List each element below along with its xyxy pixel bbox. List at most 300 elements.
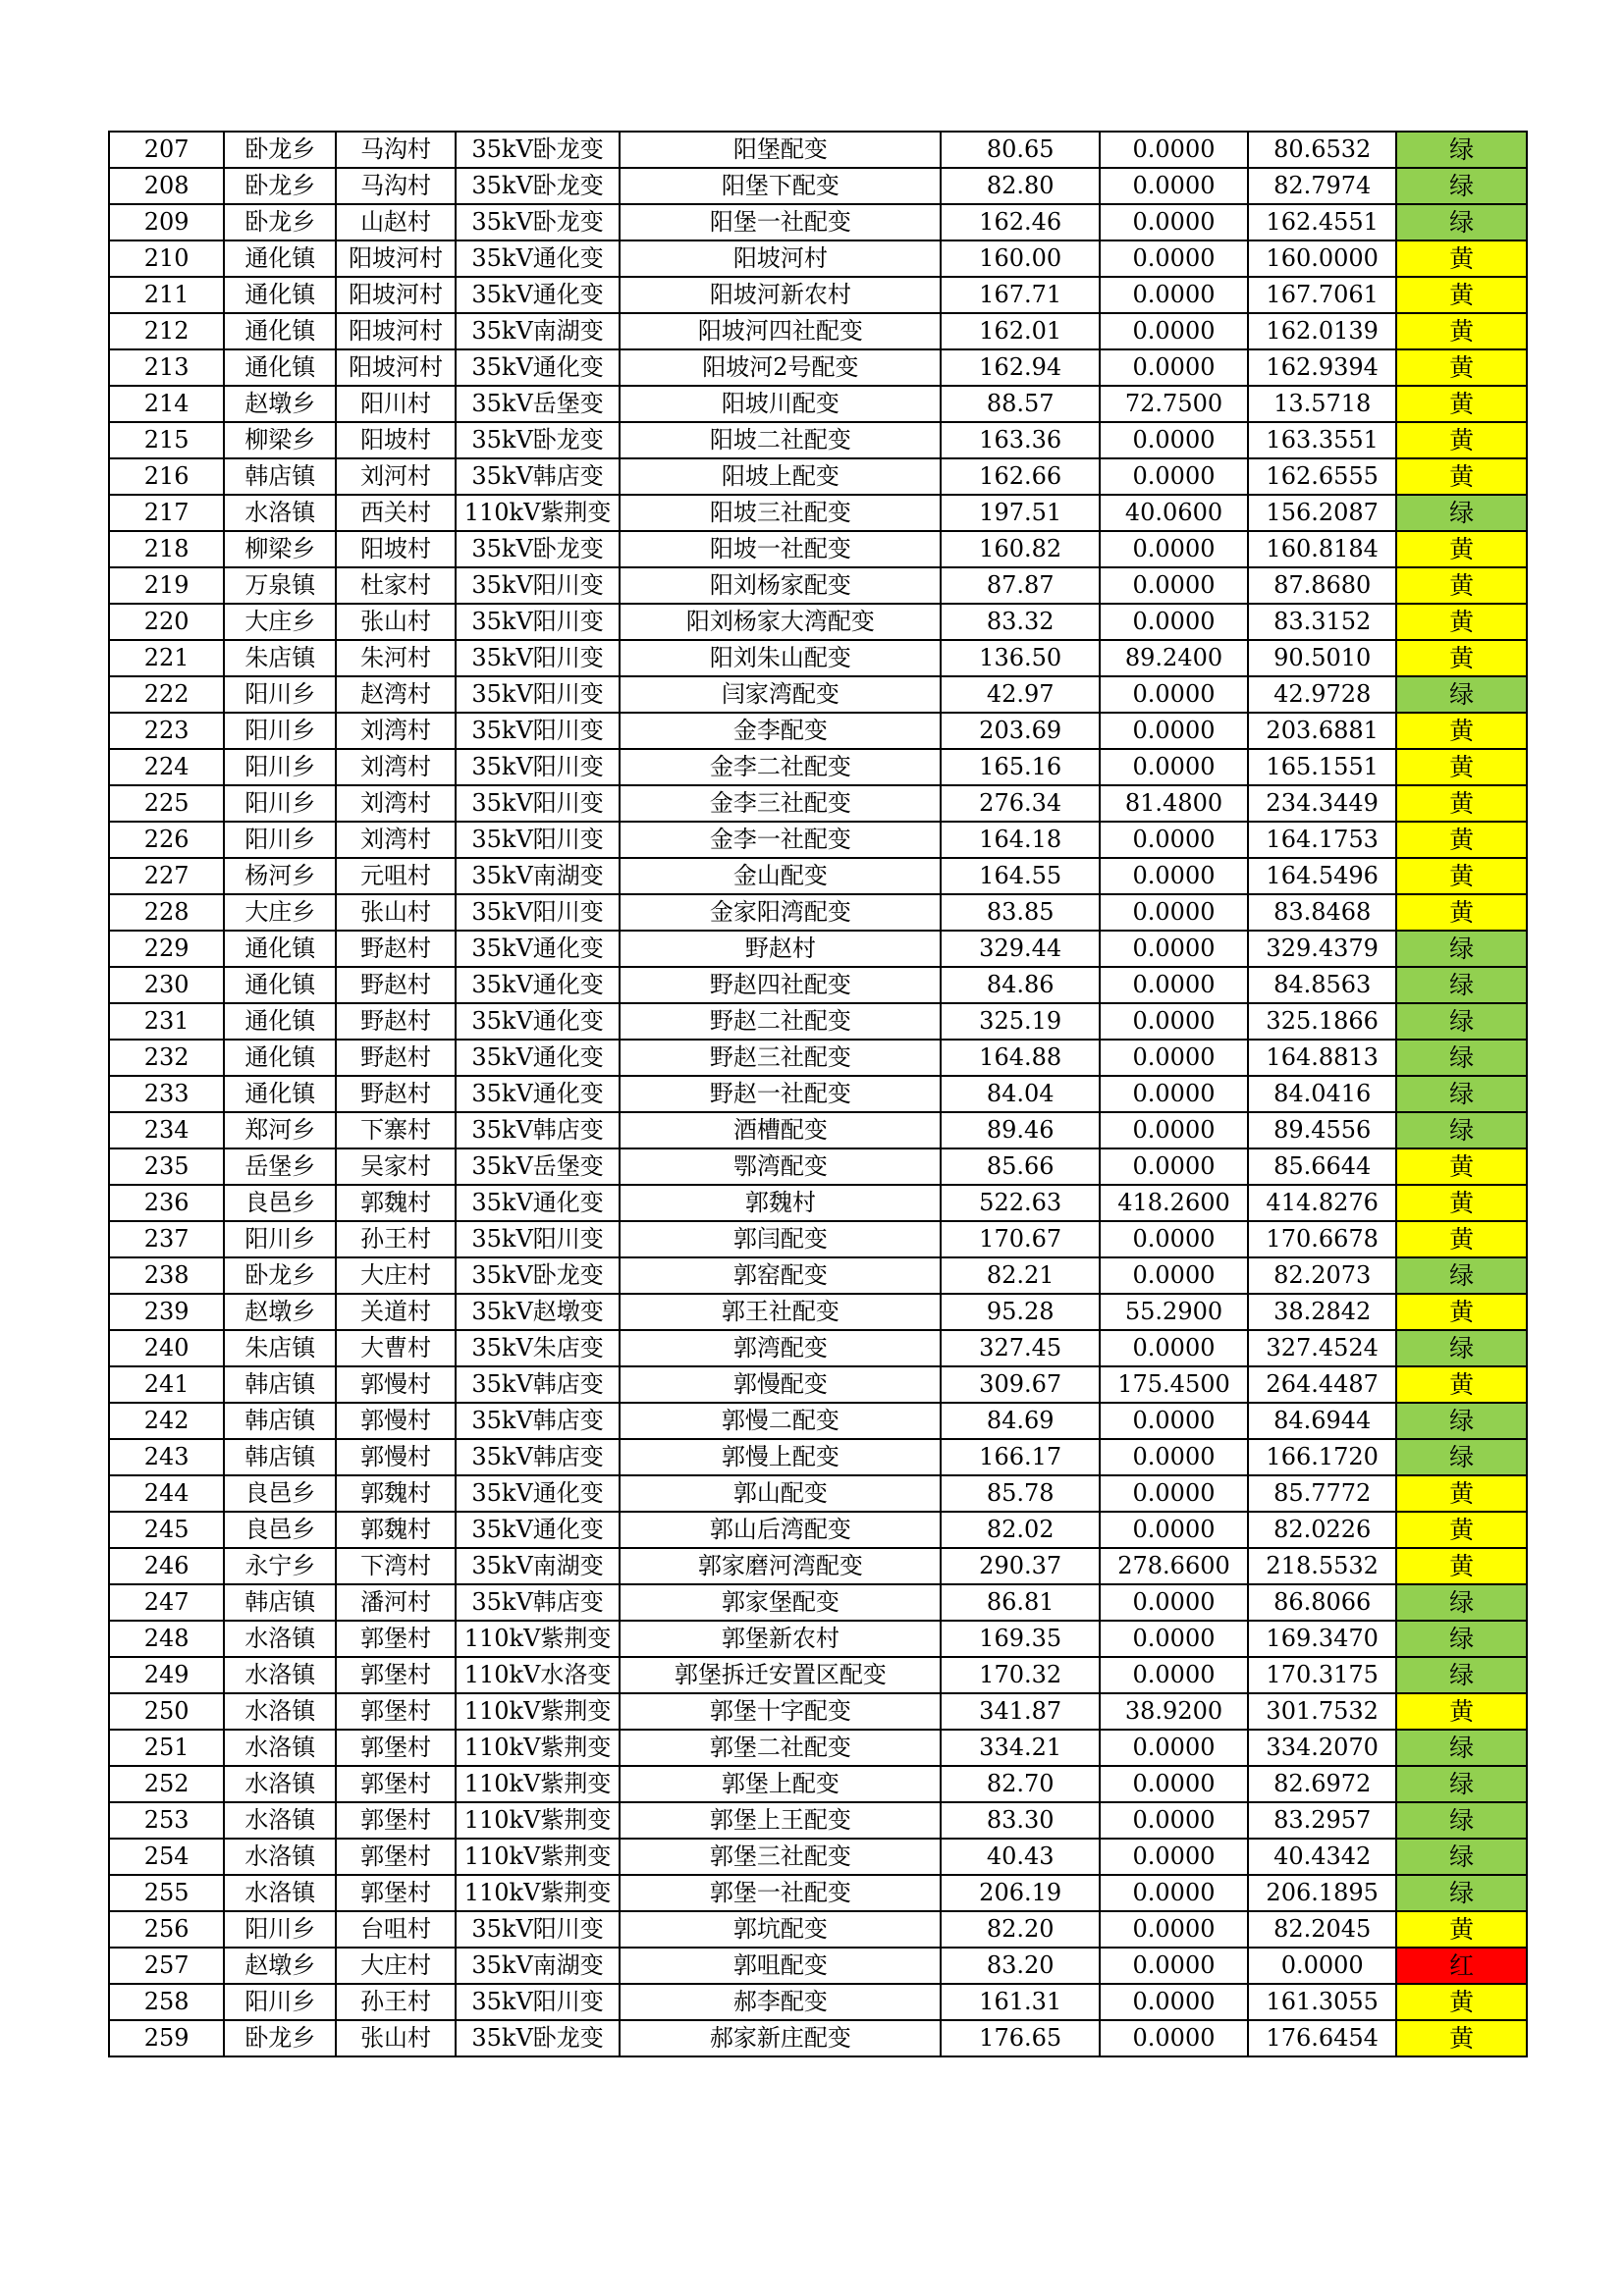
row-number-cell: 223	[109, 713, 224, 749]
value-3-cell: 203.6881	[1248, 713, 1396, 749]
transformer-name-cell: 阳坡川配变	[620, 386, 941, 422]
village-cell: 野赵村	[336, 1003, 455, 1040]
value-1-cell: 85.66	[941, 1148, 1099, 1185]
table-row	[109, 931, 1527, 967]
value-2-cell: 89.2400	[1100, 640, 1248, 676]
value-2-cell: 0.0000	[1100, 204, 1248, 240]
value-2-cell: 40.0600	[1100, 495, 1248, 531]
value-1-cell: 136.50	[941, 640, 1099, 676]
value-3-cell: 165.1551	[1248, 749, 1396, 785]
value-2-cell: 0.0000	[1100, 2020, 1248, 2056]
transformer-name-cell: 郝家新庄配变	[620, 2020, 941, 2056]
value-3-cell: 334.2070	[1248, 1730, 1396, 1766]
substation-cell: 35kV阳川变	[456, 567, 621, 604]
status-cell: 黄	[1396, 604, 1527, 640]
village-cell: 大庄村	[336, 1948, 455, 1984]
row-number-cell: 227	[109, 858, 224, 894]
row-number-cell: 220	[109, 604, 224, 640]
value-2-cell: 72.7500	[1100, 386, 1248, 422]
value-3-cell: 327.4524	[1248, 1330, 1396, 1366]
row-number-cell: 258	[109, 1984, 224, 2020]
village-cell: 刘湾村	[336, 713, 455, 749]
table-row	[109, 349, 1527, 386]
row-number-cell: 242	[109, 1403, 224, 1439]
table-row	[109, 240, 1527, 277]
table-row	[109, 1330, 1527, 1366]
value-1-cell: 84.86	[941, 967, 1099, 1003]
value-3-cell: 162.9394	[1248, 349, 1396, 386]
village-cell: 野赵村	[336, 1040, 455, 1076]
village-cell: 下寨村	[336, 1112, 455, 1148]
value-1-cell: 162.01	[941, 313, 1099, 349]
value-1-cell: 83.20	[941, 1948, 1099, 1984]
value-3-cell: 84.0416	[1248, 1076, 1396, 1112]
row-number-cell: 225	[109, 785, 224, 822]
transformer-name-cell: 野赵二社配变	[620, 1003, 941, 1040]
table-row	[109, 458, 1527, 495]
status-cell: 黄	[1396, 713, 1527, 749]
village-cell: 阳坡河村	[336, 277, 455, 313]
value-2-cell: 0.0000	[1100, 1257, 1248, 1294]
transformer-name-cell: 阳堡配变	[620, 132, 941, 168]
village-cell: 野赵村	[336, 967, 455, 1003]
substation-cell: 35kV阳川变	[456, 640, 621, 676]
status-cell: 黄	[1396, 531, 1527, 567]
substation-cell: 35kV南湖变	[456, 858, 621, 894]
value-1-cell: 83.85	[941, 894, 1099, 931]
substation-cell: 35kV通化变	[456, 277, 621, 313]
substation-cell: 35kV通化变	[456, 931, 621, 967]
substation-cell: 35kV韩店变	[456, 1112, 621, 1148]
status-cell: 黄	[1396, 894, 1527, 931]
value-3-cell: 0.0000	[1248, 1948, 1396, 1984]
substation-cell: 35kV阳川变	[456, 604, 621, 640]
transformer-name-cell: 金李配变	[620, 713, 941, 749]
village-cell: 元咀村	[336, 858, 455, 894]
substation-cell: 35kV卧龙变	[456, 531, 621, 567]
village-cell: 马沟村	[336, 132, 455, 168]
town-cell: 赵墩乡	[224, 1294, 336, 1330]
value-1-cell: 327.45	[941, 1330, 1099, 1366]
status-cell: 黄	[1396, 2020, 1527, 2056]
substation-cell: 35kV通化变	[456, 1185, 621, 1221]
town-cell: 水洛镇	[224, 1730, 336, 1766]
substation-cell: 35kV卧龙变	[456, 132, 621, 168]
value-3-cell: 264.4487	[1248, 1366, 1396, 1403]
transformer-name-cell: 阳坡河村	[620, 240, 941, 277]
transformer-name-cell: 郭家磨河湾配变	[620, 1548, 941, 1584]
value-2-cell: 0.0000	[1100, 1512, 1248, 1548]
status-cell: 绿	[1396, 676, 1527, 713]
value-2-cell: 0.0000	[1100, 349, 1248, 386]
village-cell: 大庄村	[336, 1257, 455, 1294]
town-cell: 通化镇	[224, 931, 336, 967]
status-cell: 黄	[1396, 567, 1527, 604]
status-cell: 黄	[1396, 1693, 1527, 1730]
substation-cell: 110kV紫荆变	[456, 1621, 621, 1657]
row-number-cell: 221	[109, 640, 224, 676]
row-number-cell: 222	[109, 676, 224, 713]
transformer-name-cell: 野赵村	[620, 931, 941, 967]
value-2-cell: 0.0000	[1100, 1221, 1248, 1257]
transformer-name-cell: 阳坡河四社配变	[620, 313, 941, 349]
row-number-cell: 233	[109, 1076, 224, 1112]
transformer-name-cell: 金李三社配变	[620, 785, 941, 822]
value-2-cell: 55.2900	[1100, 1294, 1248, 1330]
table-row	[109, 1693, 1527, 1730]
town-cell: 万泉镇	[224, 567, 336, 604]
table-row	[109, 713, 1527, 749]
status-cell: 绿	[1396, 1875, 1527, 1911]
village-cell: 郭慢村	[336, 1366, 455, 1403]
town-cell: 水洛镇	[224, 495, 336, 531]
table-row	[109, 1802, 1527, 1839]
value-1-cell: 162.46	[941, 204, 1099, 240]
row-number-cell: 249	[109, 1657, 224, 1693]
substation-cell: 35kV韩店变	[456, 1403, 621, 1439]
value-3-cell: 83.8468	[1248, 894, 1396, 931]
row-number-cell: 228	[109, 894, 224, 931]
substation-cell: 35kV阳川变	[456, 1221, 621, 1257]
village-cell: 台咀村	[336, 1911, 455, 1948]
substation-cell: 35kV南湖变	[456, 313, 621, 349]
village-cell: 阳坡河村	[336, 313, 455, 349]
status-cell: 绿	[1396, 1257, 1527, 1294]
transformer-name-cell: 阳坡上配变	[620, 458, 941, 495]
table-row	[109, 1512, 1527, 1548]
table-row	[109, 1366, 1527, 1403]
value-1-cell: 170.32	[941, 1657, 1099, 1693]
table-row	[109, 1766, 1527, 1802]
status-cell: 绿	[1396, 168, 1527, 204]
town-cell: 朱店镇	[224, 1330, 336, 1366]
village-cell: 张山村	[336, 2020, 455, 2056]
transformer-name-cell: 郭堡上王配变	[620, 1802, 941, 1839]
transformer-name-cell: 阳刘杨家大湾配变	[620, 604, 941, 640]
substation-cell: 35kV韩店变	[456, 1366, 621, 1403]
town-cell: 水洛镇	[224, 1693, 336, 1730]
table-row	[109, 1875, 1527, 1911]
transformer-name-cell: 郭堡三社配变	[620, 1839, 941, 1875]
status-cell: 绿	[1396, 1076, 1527, 1112]
value-3-cell: 86.8066	[1248, 1584, 1396, 1621]
value-2-cell: 0.0000	[1100, 931, 1248, 967]
town-cell: 柳梁乡	[224, 531, 336, 567]
status-cell: 黄	[1396, 1911, 1527, 1948]
town-cell: 通化镇	[224, 1040, 336, 1076]
value-3-cell: 170.3175	[1248, 1657, 1396, 1693]
value-2-cell: 0.0000	[1100, 1148, 1248, 1185]
village-cell: 下湾村	[336, 1548, 455, 1584]
value-3-cell: 234.3449	[1248, 785, 1396, 822]
value-1-cell: 165.16	[941, 749, 1099, 785]
status-cell: 绿	[1396, 1621, 1527, 1657]
row-number-cell: 235	[109, 1148, 224, 1185]
substation-cell: 35kV通化变	[456, 1040, 621, 1076]
value-3-cell: 84.8563	[1248, 967, 1396, 1003]
value-1-cell: 341.87	[941, 1693, 1099, 1730]
value-1-cell: 329.44	[941, 931, 1099, 967]
table-row	[109, 894, 1527, 931]
town-cell: 通化镇	[224, 240, 336, 277]
value-3-cell: 162.4551	[1248, 204, 1396, 240]
row-number-cell: 259	[109, 2020, 224, 2056]
value-1-cell: 197.51	[941, 495, 1099, 531]
town-cell: 卧龙乡	[224, 132, 336, 168]
status-cell: 黄	[1396, 277, 1527, 313]
value-2-cell: 0.0000	[1100, 240, 1248, 277]
village-cell: 大曹村	[336, 1330, 455, 1366]
transformer-name-cell: 金山配变	[620, 858, 941, 894]
transformer-name-cell: 阳坡河新农村	[620, 277, 941, 313]
transformer-name-cell: 郭堡二社配变	[620, 1730, 941, 1766]
value-3-cell: 161.3055	[1248, 1984, 1396, 2020]
village-cell: 潘河村	[336, 1584, 455, 1621]
substation-cell: 110kV紫荆变	[456, 1875, 621, 1911]
value-2-cell: 0.0000	[1100, 749, 1248, 785]
substation-cell: 35kV南湖变	[456, 1548, 621, 1584]
town-cell: 水洛镇	[224, 1621, 336, 1657]
table-row	[109, 1112, 1527, 1148]
value-2-cell: 0.0000	[1100, 604, 1248, 640]
town-cell: 韩店镇	[224, 1366, 336, 1403]
row-number-cell: 224	[109, 749, 224, 785]
village-cell: 刘湾村	[336, 822, 455, 858]
value-3-cell: 160.8184	[1248, 531, 1396, 567]
table-row	[109, 277, 1527, 313]
village-cell: 马沟村	[336, 168, 455, 204]
transformer-name-cell: 郭堡新农村	[620, 1621, 941, 1657]
value-2-cell: 0.0000	[1100, 1439, 1248, 1475]
town-cell: 水洛镇	[224, 1657, 336, 1693]
substation-cell: 35kV赵墩变	[456, 1294, 621, 1330]
village-cell: 郭魏村	[336, 1512, 455, 1548]
row-number-cell: 211	[109, 277, 224, 313]
substation-cell: 110kV水洛变	[456, 1657, 621, 1693]
substation-cell: 110kV紫荆变	[456, 1766, 621, 1802]
row-number-cell: 243	[109, 1439, 224, 1475]
value-3-cell: 166.1720	[1248, 1439, 1396, 1475]
value-2-cell: 0.0000	[1100, 676, 1248, 713]
row-number-cell: 247	[109, 1584, 224, 1621]
town-cell: 柳梁乡	[224, 422, 336, 458]
substation-cell: 35kV通化变	[456, 1076, 621, 1112]
table-row	[109, 386, 1527, 422]
status-cell: 黄	[1396, 858, 1527, 894]
substation-cell: 35kV通化变	[456, 1512, 621, 1548]
value-3-cell: 164.1753	[1248, 822, 1396, 858]
substation-cell: 110kV紫荆变	[456, 1802, 621, 1839]
value-3-cell: 301.7532	[1248, 1693, 1396, 1730]
status-cell: 黄	[1396, 1221, 1527, 1257]
row-number-cell: 255	[109, 1875, 224, 1911]
village-cell: 野赵村	[336, 1076, 455, 1112]
value-1-cell: 164.88	[941, 1040, 1099, 1076]
value-2-cell: 0.0000	[1100, 1112, 1248, 1148]
row-number-cell: 257	[109, 1948, 224, 1984]
transformer-name-cell: 郭堡一社配变	[620, 1875, 941, 1911]
status-cell: 绿	[1396, 204, 1527, 240]
row-number-cell: 207	[109, 132, 224, 168]
substation-cell: 35kV阳川变	[456, 1984, 621, 2020]
town-cell: 通化镇	[224, 349, 336, 386]
town-cell: 阳川乡	[224, 1911, 336, 1948]
town-cell: 阳川乡	[224, 749, 336, 785]
table-row	[109, 967, 1527, 1003]
substation-cell: 35kV南湖变	[456, 1948, 621, 1984]
substation-cell: 35kV韩店变	[456, 1439, 621, 1475]
value-1-cell: 89.46	[941, 1112, 1099, 1148]
value-3-cell: 164.8813	[1248, 1040, 1396, 1076]
table-row	[109, 1403, 1527, 1439]
row-number-cell: 251	[109, 1730, 224, 1766]
row-number-cell: 244	[109, 1475, 224, 1512]
value-1-cell: 522.63	[941, 1185, 1099, 1221]
value-2-cell: 0.0000	[1100, 1076, 1248, 1112]
value-2-cell: 0.0000	[1100, 1802, 1248, 1839]
value-3-cell: 329.4379	[1248, 931, 1396, 967]
value-3-cell: 84.6944	[1248, 1403, 1396, 1439]
status-cell: 绿	[1396, 1802, 1527, 1839]
status-cell: 黄	[1396, 1512, 1527, 1548]
value-2-cell: 0.0000	[1100, 894, 1248, 931]
substation-cell: 35kV韩店变	[456, 458, 621, 495]
value-3-cell: 163.3551	[1248, 422, 1396, 458]
substation-cell: 35kV阳川变	[456, 785, 621, 822]
transformer-name-cell: 闫家湾配变	[620, 676, 941, 713]
substation-cell: 110kV紫荆变	[456, 1730, 621, 1766]
status-cell: 黄	[1396, 313, 1527, 349]
transformer-name-cell: 郭堡拆迁安置区配变	[620, 1657, 941, 1693]
table-row	[109, 313, 1527, 349]
value-1-cell: 334.21	[941, 1730, 1099, 1766]
value-3-cell: 82.6972	[1248, 1766, 1396, 1802]
value-1-cell: 162.94	[941, 349, 1099, 386]
town-cell: 水洛镇	[224, 1839, 336, 1875]
town-cell: 卧龙乡	[224, 204, 336, 240]
value-1-cell: 84.69	[941, 1403, 1099, 1439]
village-cell: 张山村	[336, 894, 455, 931]
table-row	[109, 132, 1527, 168]
status-cell: 黄	[1396, 458, 1527, 495]
substation-cell: 110kV紫荆变	[456, 495, 621, 531]
value-3-cell: 162.6555	[1248, 458, 1396, 495]
row-number-cell: 212	[109, 313, 224, 349]
value-2-cell: 0.0000	[1100, 1657, 1248, 1693]
substation-cell: 35kV通化变	[456, 1475, 621, 1512]
status-cell: 绿	[1396, 1439, 1527, 1475]
status-cell: 黄	[1396, 1548, 1527, 1584]
value-2-cell: 418.2600	[1100, 1185, 1248, 1221]
transformer-name-cell: 郭窑配变	[620, 1257, 941, 1294]
row-number-cell: 246	[109, 1548, 224, 1584]
substation-cell: 35kV阳川变	[456, 676, 621, 713]
table-row	[109, 676, 1527, 713]
status-cell: 黄	[1396, 386, 1527, 422]
village-cell: 郭堡村	[336, 1802, 455, 1839]
table-row	[109, 1294, 1527, 1330]
row-number-cell: 229	[109, 931, 224, 967]
value-1-cell: 170.67	[941, 1221, 1099, 1257]
village-cell: 郭堡村	[336, 1766, 455, 1802]
status-cell: 绿	[1396, 1330, 1527, 1366]
value-1-cell: 82.80	[941, 168, 1099, 204]
table-row	[109, 1730, 1527, 1766]
value-2-cell: 0.0000	[1100, 1403, 1248, 1439]
value-1-cell: 95.28	[941, 1294, 1099, 1330]
village-cell: 郭堡村	[336, 1693, 455, 1730]
value-2-cell: 0.0000	[1100, 1875, 1248, 1911]
transformer-name-cell: 郭堡十字配变	[620, 1693, 941, 1730]
status-cell: 黄	[1396, 422, 1527, 458]
substation-cell: 35kV阳川变	[456, 713, 621, 749]
table-row	[109, 168, 1527, 204]
table-row	[109, 1475, 1527, 1512]
value-2-cell: 0.0000	[1100, 822, 1248, 858]
value-3-cell: 160.0000	[1248, 240, 1396, 277]
value-1-cell: 160.82	[941, 531, 1099, 567]
substation-cell: 110kV紫荆变	[456, 1839, 621, 1875]
town-cell: 良邑乡	[224, 1185, 336, 1221]
table-row	[109, 1185, 1527, 1221]
substation-cell: 110kV紫荆变	[456, 1693, 621, 1730]
town-cell: 阳川乡	[224, 676, 336, 713]
table-row	[109, 1839, 1527, 1875]
row-number-cell: 248	[109, 1621, 224, 1657]
town-cell: 朱店镇	[224, 640, 336, 676]
value-3-cell: 80.6532	[1248, 132, 1396, 168]
village-cell: 郭慢村	[336, 1403, 455, 1439]
town-cell: 阳川乡	[224, 713, 336, 749]
village-cell: 郭堡村	[336, 1839, 455, 1875]
status-cell: 绿	[1396, 1766, 1527, 1802]
row-number-cell: 218	[109, 531, 224, 567]
transformer-name-cell: 郭坑配变	[620, 1911, 941, 1948]
value-1-cell: 160.00	[941, 240, 1099, 277]
transformer-name-cell: 郭慢二配变	[620, 1403, 941, 1439]
value-2-cell: 0.0000	[1100, 1475, 1248, 1512]
value-1-cell: 164.18	[941, 822, 1099, 858]
table-row	[109, 1148, 1527, 1185]
town-cell: 赵墩乡	[224, 386, 336, 422]
table-row	[109, 1911, 1527, 1948]
value-3-cell: 38.2842	[1248, 1294, 1396, 1330]
town-cell: 杨河乡	[224, 858, 336, 894]
status-cell: 黄	[1396, 822, 1527, 858]
value-2-cell: 0.0000	[1100, 967, 1248, 1003]
transformer-name-cell: 郭慢上配变	[620, 1439, 941, 1475]
value-2-cell: 175.4500	[1100, 1366, 1248, 1403]
substation-cell: 35kV卧龙变	[456, 1257, 621, 1294]
row-number-cell: 230	[109, 967, 224, 1003]
row-number-cell: 213	[109, 349, 224, 386]
value-3-cell: 87.8680	[1248, 567, 1396, 604]
town-cell: 韩店镇	[224, 1439, 336, 1475]
village-cell: 孙王村	[336, 1984, 455, 2020]
value-1-cell: 203.69	[941, 713, 1099, 749]
value-1-cell: 309.67	[941, 1366, 1099, 1403]
table-row	[109, 785, 1527, 822]
status-cell: 绿	[1396, 132, 1527, 168]
row-number-cell: 232	[109, 1040, 224, 1076]
town-cell: 岳堡乡	[224, 1148, 336, 1185]
transformer-name-cell: 郭山后湾配变	[620, 1512, 941, 1548]
value-3-cell: 13.5718	[1248, 386, 1396, 422]
status-cell: 绿	[1396, 1040, 1527, 1076]
village-cell: 阳坡村	[336, 422, 455, 458]
village-cell: 刘湾村	[336, 749, 455, 785]
value-3-cell: 83.2957	[1248, 1802, 1396, 1839]
